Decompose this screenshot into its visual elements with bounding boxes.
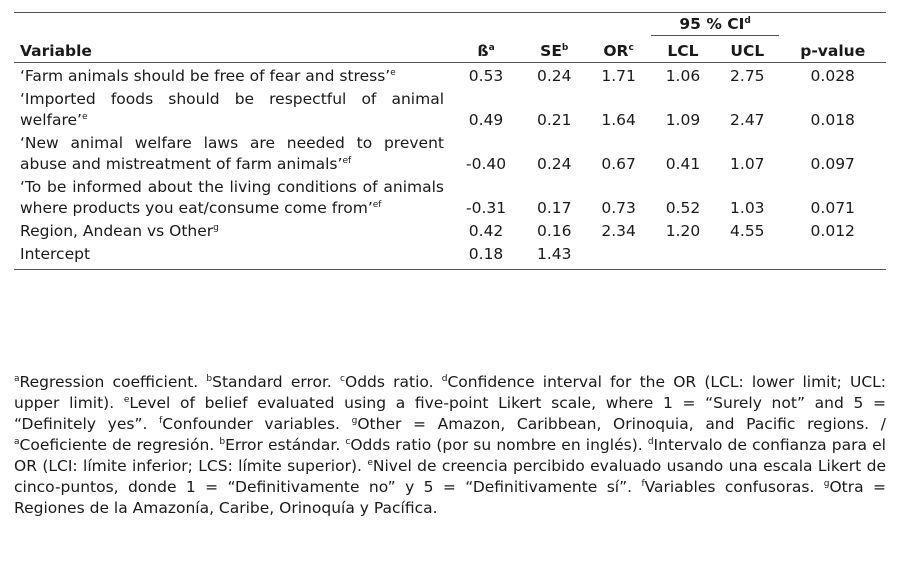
col-se-label: SE [540,42,562,60]
row-se: 0.17 [537,199,572,217]
row-beta: 0.53 [468,67,504,85]
table-row [14,220,886,243]
row-se: 0.24 [537,67,572,85]
row-variable [14,220,450,243]
col-or-label: OR [603,42,629,60]
footnote-sup: e [123,394,130,405]
col-variable [14,36,450,63]
row-pvalue: 0.028 [810,67,855,85]
footnote-sup: d [441,373,448,384]
footnote-sup: b [219,436,226,447]
row-ucl: 2.75 [730,67,765,85]
header-spacer [779,13,886,36]
col-beta-sup: a [488,42,495,53]
footnote-sup: c [340,373,345,384]
row-variable [14,63,450,89]
row-ucl: 1.03 [730,199,765,217]
footnote-sup: b [206,373,213,384]
footnote-text: Otra = Regiones de la Amazonía, Caribe, Orinoquía y Pacífica. [14,478,887,517]
row-pvalue: 0.097 [810,155,855,173]
footnote-text: Intervalo de confianza para el OR (LCI: límite inferior; LCS: límite superior). [14,436,886,475]
table-row [14,132,886,176]
row-beta: 0.18 [450,243,522,270]
row-variable [14,88,450,132]
col-se-sup: b [561,42,569,53]
row-se: 0.21 [537,111,572,129]
footnote-sup: f [159,415,163,426]
header-spacer [450,13,522,36]
row-variable-sup: ef [342,155,352,166]
row-variable-text: Region, Andean vs Other [20,222,214,240]
row-or: 1.71 [601,67,636,85]
row-variable [14,176,450,220]
row-or: 0.67 [601,155,636,173]
footnote-text: Coeficiente de regresión. [19,436,220,454]
ci-group-label: 95 % CI [679,15,745,33]
header-row-columns [14,36,886,63]
footnote-text: Variables confusoras. [644,478,824,496]
row-variable [14,243,450,270]
row-or [586,243,650,270]
header-spacer [522,13,586,36]
row-or: 2.34 [601,222,636,240]
row-lcl: 0.41 [665,155,701,173]
col-lcl [651,36,715,63]
col-variable-label: Variable [20,42,92,60]
col-beta-label: ß [477,42,489,60]
footnote-text: Confounder variables. [162,415,352,433]
row-variable-text: Intercept [20,245,91,263]
row-beta: -0.40 [465,155,507,173]
row-se: 1.43 [522,243,586,270]
row-pvalue: 0.071 [810,199,855,217]
footnote-text: Odds ratio. [345,373,442,391]
row-pvalue: 0.018 [810,111,855,129]
table-row [14,176,886,220]
col-or-sup: c [628,42,634,53]
row-variable-sup: e [390,67,396,78]
col-pvalue-label: p-value [800,42,866,60]
row-lcl: 0.52 [665,199,701,217]
row-variable-sup: ef [372,199,382,210]
row-lcl: 1.20 [665,222,701,240]
row-variable-text: ‘New animal welfare laws are needed to prevent abuse and mistreatment of farm animals’ [20,134,444,173]
col-or [586,36,650,63]
header-row-group [14,13,886,36]
row-lcl: 1.09 [665,111,701,129]
row-beta: 0.42 [468,222,504,240]
table-row [14,63,886,89]
col-pvalue [779,36,886,63]
table-row [14,88,886,132]
col-beta [450,36,522,63]
row-variable-sup: e [81,111,88,122]
col-ucl [715,36,779,63]
row-variable [14,132,450,176]
row-ucl [715,243,779,270]
row-lcl: 1.06 [665,67,701,85]
footnote-text: Standard error. [212,373,341,391]
col-se [522,36,586,63]
row-variable-text: ‘Imported foods should be respectful of animal welfare’ [20,90,444,129]
col-ucl-label: UCL [730,42,765,60]
row-beta: 0.49 [468,111,504,129]
regression-table [14,12,886,270]
row-or: 0.73 [601,199,636,217]
row-variable-text: ‘To be informed about the living conditions of animals where products you eat/consume come from’ [20,178,444,217]
footnote-sup: f [641,478,645,489]
row-ucl: 2.47 [730,111,765,129]
row-pvalue [779,243,886,270]
footnote-sup: g [823,478,830,489]
col-lcl-label: LCL [667,42,699,60]
ci-group-sup: d [744,15,751,26]
ci-group-header [651,13,780,36]
row-variable-sup: g [213,222,219,233]
row-beta: -0.31 [465,199,507,217]
footnote-sup: d [647,436,654,447]
footnote-text: Confidence interval for the OR (LCL: lower limit; UCL: upper limit). [14,373,887,412]
header-spacer [14,13,450,36]
table-footnotes [14,372,886,519]
row-ucl: 4.55 [730,222,765,240]
footnote-text: Regression coefficient. [19,373,207,391]
row-se: 0.24 [537,155,572,173]
footnote-text: Nivel de creencia percibido evaluado usando una escala Likert de cinco-puntos, donde 1 = “Definitivamente no” y 5 = “Definitivamente sí”. [14,457,887,496]
row-ucl: 1.07 [730,155,765,173]
footnote-text: Other = Amazon, Caribbean, Orinoquia, and Pacific regions. / [357,415,886,433]
footnote-text: Error estándar. [225,436,346,454]
table-header [14,13,886,63]
table-body [14,63,886,270]
footnote-text: Odds ratio (por su nombre en inglés). [350,436,648,454]
footnote-sup: g [351,415,358,426]
table-row [14,243,886,270]
row-pvalue: 0.012 [810,222,855,240]
row-se: 0.16 [537,222,572,240]
header-spacer [586,13,650,36]
row-or: 1.64 [601,111,636,129]
footnote-sup: c [345,436,351,447]
footnote-text: Level of belief evaluated using a five-point Likert scale, where 1 = “Surely not” and 5 = “Definitely yes”. [14,394,886,433]
footnote-sup: e [367,457,373,468]
row-lcl [651,243,715,270]
row-variable-text: ‘Farm animals should be free of fear and stress’ [20,67,391,85]
footnote-sup: a [14,373,20,384]
footnote-sup: a [14,436,20,447]
